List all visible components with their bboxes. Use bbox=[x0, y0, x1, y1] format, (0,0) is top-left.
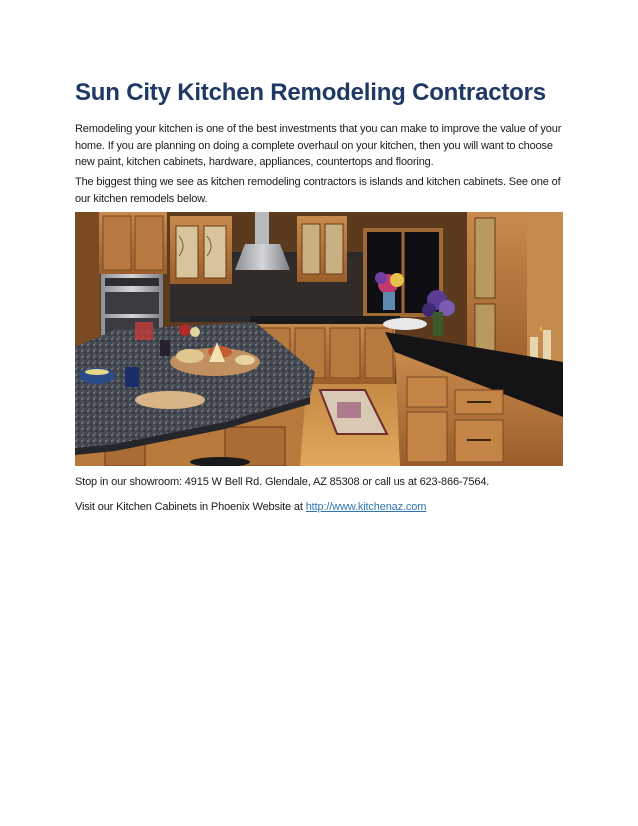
intro-paragraph: Remodeling your kitchen is one of the best investments that you can make to improve the value of your home. If you are planning on doing a complete overhaul on your kitchen, then you will want to choose new paint, kitchen cabinets, hardware, appliances, countertops and flooring. bbox=[75, 123, 562, 168]
kitchen-remodel-photo bbox=[75, 212, 563, 466]
website-link[interactable]: http://www.kitchenaz.com bbox=[305, 501, 427, 513]
islands-paragraph: The biggest thing we see as kitchen remodeling contractors is islands and kitchen cabinets. See one of our kitchen remodels below. bbox=[75, 176, 561, 205]
page-title: Sun City Kitchen Remodeling Contractors bbox=[75, 79, 546, 106]
visit-paragraph bbox=[75, 499, 565, 516]
visit-text: Visit our Kitchen Cabinets in Phoenix Website at bbox=[75, 501, 306, 513]
showroom-paragraph: Stop in our showroom: 4915 W Bell Rd. Glendale, AZ 85308 or call us at 623-866-7564. bbox=[75, 476, 490, 488]
